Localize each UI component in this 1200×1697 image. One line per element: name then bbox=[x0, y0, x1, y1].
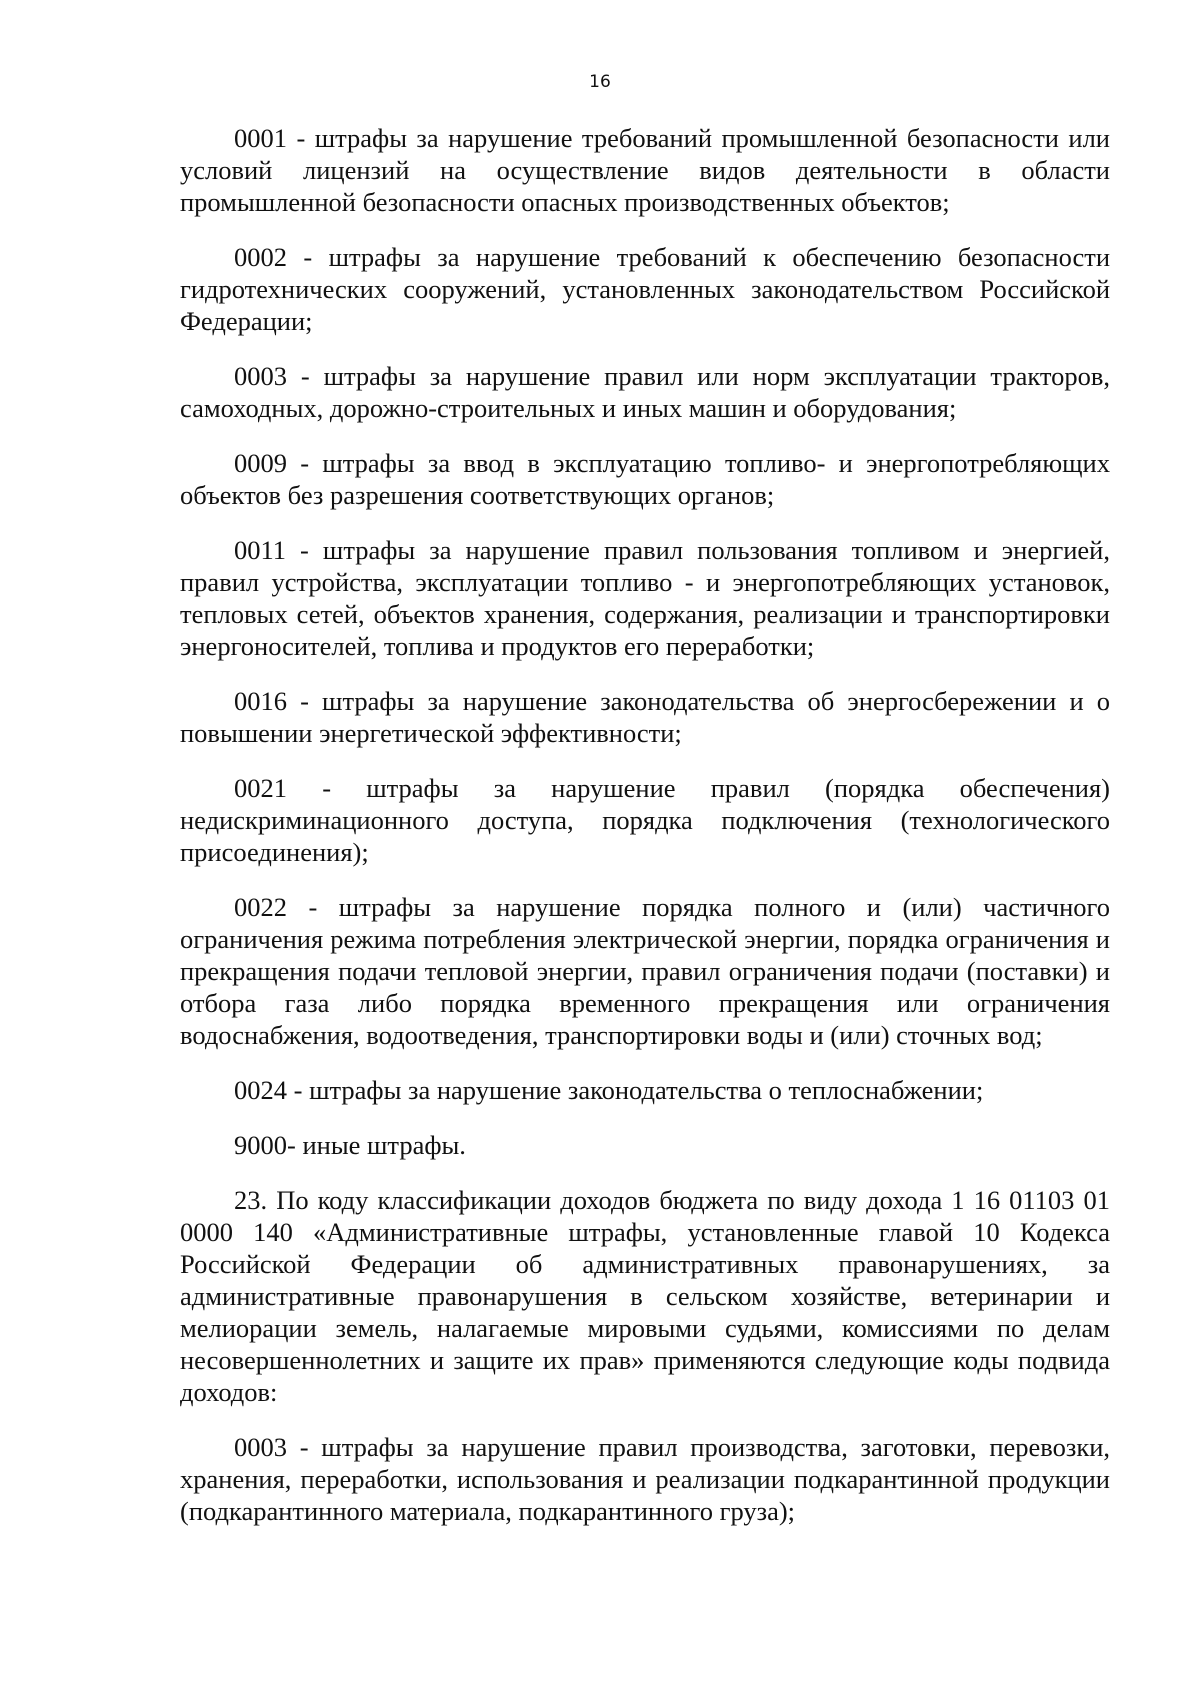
paragraph-0003-tractors: 0003 - штрафы за нарушение правил или норм эксплуатации тракторов, самоходных, дорожно-строительных и иных машин и оборудования; bbox=[180, 361, 1110, 423]
page-number: 16 bbox=[589, 72, 611, 92]
paragraph-0022-restriction: 0022 - штрафы за нарушение порядка полного и (или) частичного ограничения режима потребления электрической энергии, порядка ограничения и прекращения подачи тепловой энергии, правил ограничения подачи (поставки) и отбора газа либо порядка временного прекращения или ограничения водоснабжения, водоотведения, транспортировки воды и (или) сточных вод; bbox=[180, 892, 1110, 1050]
paragraph-0009-energy-objects: 0009 - штрафы за ввод в эксплуатацию топливо- и энергопотребляющих объектов без разрешения соответствующих органов; bbox=[180, 448, 1110, 510]
paragraph-23-classification: 23. По коду классификации доходов бюджета по виду дохода 1 16 01103 01 0000 140 «Административные штрафы, установленные главой 10 Кодекса Российской Федерации об административных правонарушениях, за административные правонарушения в сельском хозяйстве, ветеринарии и мелиорации земель, налагаемые мировыми судьями, комиссиями по делам несовершеннолетних и защите их прав» применяются следующие коды подвида доходов: bbox=[180, 1185, 1110, 1407]
paragraph-0016-energy-saving: 0016 - штрафы за нарушение законодательства об энергосбережении и о повышении энергетической эффективности; bbox=[180, 686, 1110, 748]
document-body bbox=[180, 122, 1110, 1550]
paragraph-0024-heat-supply: 0024 - штрафы за нарушение законодательства о теплоснабжении; bbox=[234, 1075, 984, 1105]
paragraph-9000-other: 9000- иные штрафы. bbox=[234, 1130, 466, 1160]
paragraph-0001-industrial-safety: 0001 - штрафы за нарушение требований промышленной безопасности или условий лицензий на осуществление видов деятельности в области промышленной безопасности опасных производственных объектов; bbox=[180, 123, 1110, 217]
paragraph-0011-fuel-energy: 0011 - штрафы за нарушение правил пользования топливом и энергией, правил устройства, эксплуатации топливо - и энергопотребляющих установок, тепловых сетей, объектов хранения, содержания, реализации и транспортировки энергоносителей, топлива и продуктов его переработки; bbox=[180, 535, 1110, 661]
paragraph-0002-hydrotechnical: 0002 - штрафы за нарушение требований к обеспечению безопасности гидротехнических сооружений, установленных законодательством Российской Федерации; bbox=[180, 242, 1110, 336]
paragraph-0003-quarantine: 0003 - штрафы за нарушение правил производства, заготовки, перевозки, хранения, переработки, использования и реализации подкарантинной продукции (подкарантинного материала, подкарантинного груза); bbox=[180, 1432, 1110, 1526]
paragraph-0021-access: 0021 - штрафы за нарушение правил (порядка обеспечения) недискриминационного доступа, порядка подключения (технологического присоединения); bbox=[180, 773, 1110, 867]
